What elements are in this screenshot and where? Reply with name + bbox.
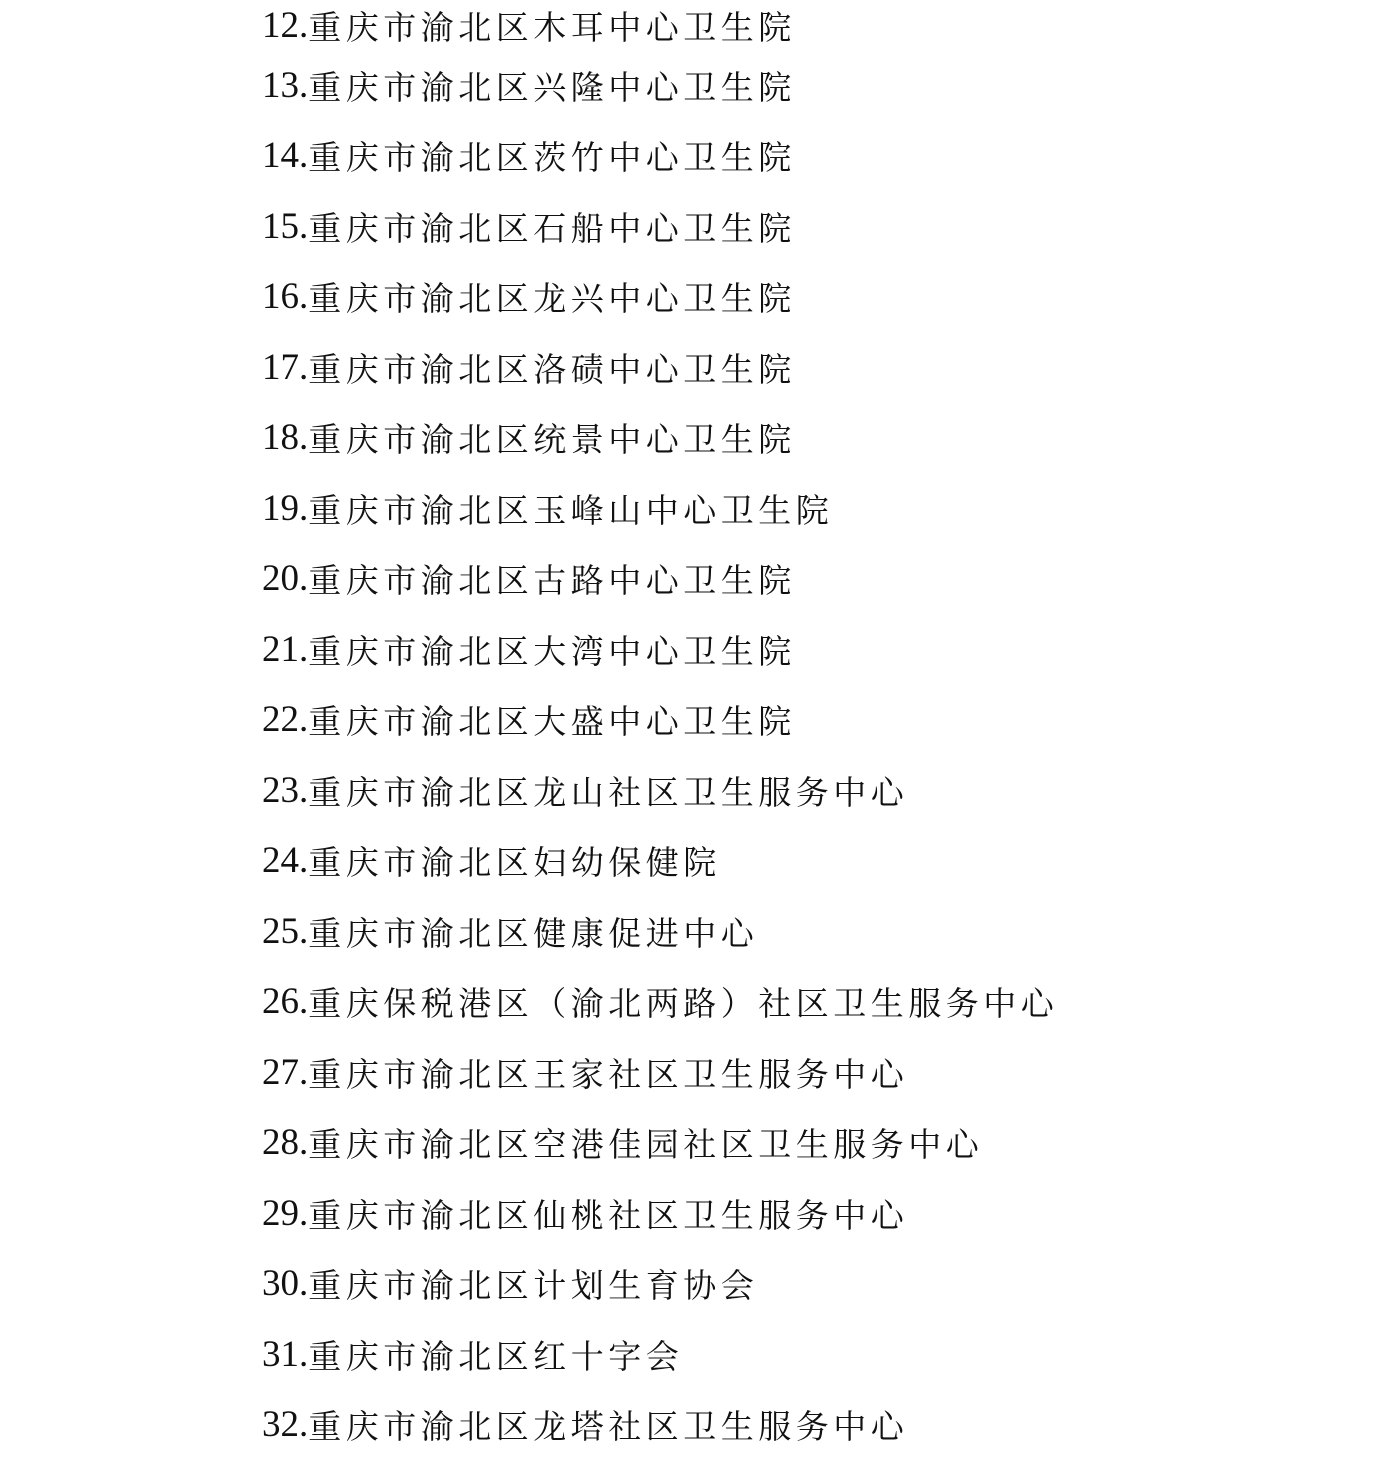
item-number: 29. (262, 1192, 308, 1235)
item-number: 32. (262, 1403, 308, 1446)
item-name: 重庆市渝北区统景中心卫生院 (308, 414, 796, 461)
list-item (262, 685, 1058, 756)
list-item (262, 1178, 1058, 1249)
item-number: 16. (262, 275, 308, 318)
item-name: 重庆市渝北区茨竹中心卫生院 (308, 132, 796, 179)
list-item (262, 332, 1058, 403)
list-item (262, 755, 1058, 826)
list-item (262, 614, 1058, 685)
item-number: 26. (262, 980, 308, 1023)
item-name: 重庆市渝北区石船中心卫生院 (308, 203, 796, 250)
item-name: 重庆市渝北区大盛中心卫生院 (308, 696, 796, 743)
list-item (262, 544, 1058, 615)
item-number: 25. (262, 910, 308, 953)
item-number: 28. (262, 1121, 308, 1164)
item-number: 12. (262, 4, 308, 47)
item-number: 22. (262, 698, 308, 741)
item-number: 17. (262, 346, 308, 389)
item-number: 21. (262, 628, 308, 671)
item-name: 重庆市渝北区龙塔社区卫生服务中心 (308, 1401, 908, 1448)
list-item (262, 473, 1058, 544)
item-number: 24. (262, 839, 308, 882)
item-name: 重庆市渝北区仙桃社区卫生服务中心 (308, 1190, 908, 1237)
item-name: 重庆市渝北区健康促进中心 (308, 908, 758, 955)
list-item (262, 0, 1058, 50)
item-number: 15. (262, 205, 308, 248)
list-item (262, 967, 1058, 1038)
list-item (262, 896, 1058, 967)
item-name: 重庆市渝北区王家社区卫生服务中心 (308, 1049, 908, 1096)
item-number: 18. (262, 416, 308, 459)
item-name: 重庆市渝北区计划生育协会 (308, 1260, 758, 1307)
list-item (262, 1108, 1058, 1179)
list-item (262, 1390, 1058, 1460)
list-item (262, 121, 1058, 192)
item-number: 27. (262, 1051, 308, 1094)
item-name: 重庆市渝北区兴隆中心卫生院 (308, 62, 796, 109)
list-item (262, 1319, 1058, 1390)
item-name: 重庆市渝北区龙兴中心卫生院 (308, 273, 796, 320)
item-name: 重庆市渝北区龙山社区卫生服务中心 (308, 767, 908, 814)
institution-list (262, 0, 1058, 1460)
list-item (262, 1249, 1058, 1320)
list-item (262, 403, 1058, 474)
list-item (262, 826, 1058, 897)
item-name: 重庆市渝北区妇幼保健院 (308, 837, 721, 884)
item-number: 30. (262, 1262, 308, 1305)
item-name: 重庆市渝北区红十字会 (308, 1331, 683, 1378)
item-number: 13. (262, 64, 308, 107)
item-number: 14. (262, 134, 308, 177)
item-name: 重庆市渝北区大湾中心卫生院 (308, 626, 796, 673)
list-item (262, 1037, 1058, 1108)
item-number: 31. (262, 1333, 308, 1376)
list-item (262, 50, 1058, 121)
item-name: 重庆市渝北区木耳中心卫生院 (308, 2, 796, 49)
list-item (262, 262, 1058, 333)
item-name: 重庆市渝北区空港佳园社区卫生服务中心 (308, 1119, 983, 1166)
item-name: 重庆市渝北区玉峰山中心卫生院 (308, 485, 833, 532)
item-number: 20. (262, 557, 308, 600)
item-name: 重庆保税港区（渝北两路）社区卫生服务中心 (308, 978, 1058, 1025)
item-name: 重庆市渝北区洛碛中心卫生院 (308, 344, 796, 391)
list-item (262, 191, 1058, 262)
item-name: 重庆市渝北区古路中心卫生院 (308, 555, 796, 602)
item-number: 23. (262, 769, 308, 812)
item-number: 19. (262, 487, 308, 530)
